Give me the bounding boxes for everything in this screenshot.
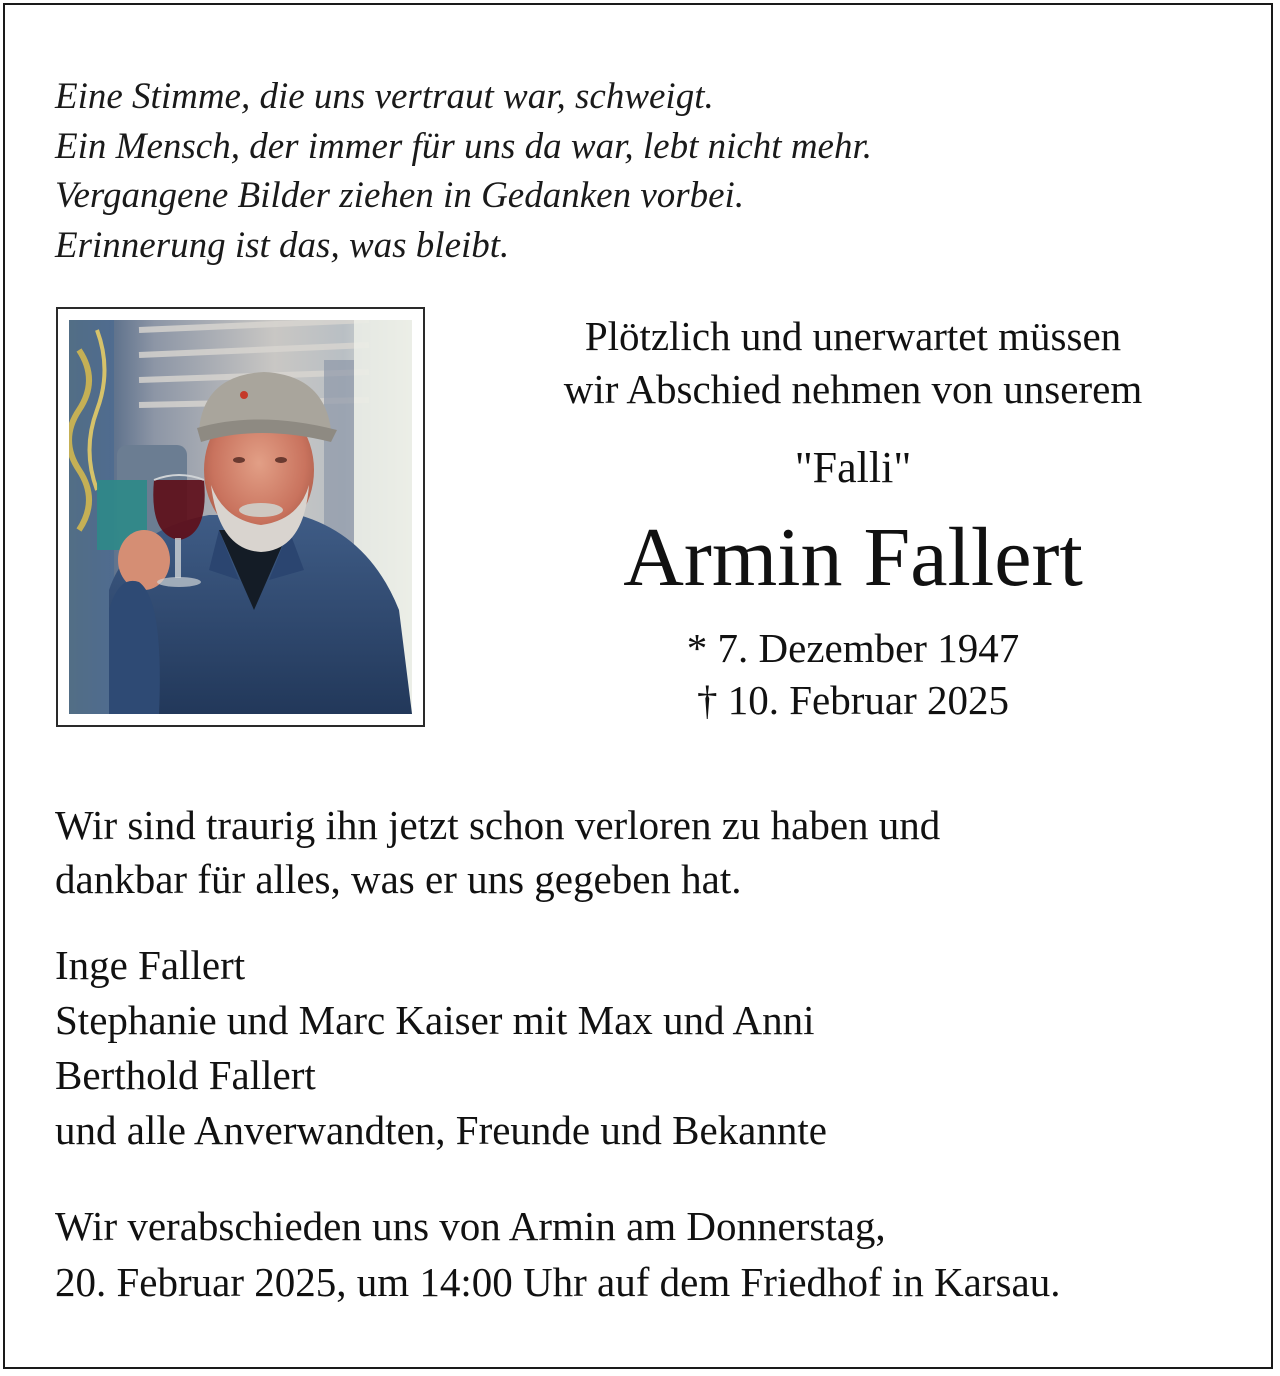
intro-line: Plötzlich und unerwartet müssen <box>584 313 1122 359</box>
mourner: und alle Anverwandten, Freunde und Bekannte <box>55 1107 827 1153</box>
mourner: Berthold Fallert <box>55 1052 316 1098</box>
mourner: Stephanie und Marc Kaiser mit Max und Anni <box>55 997 815 1043</box>
portrait-photo <box>69 320 412 714</box>
sentiment-line: Wir sind traurig ihn jetzt schon verloren zu haben und <box>55 802 941 848</box>
poem-line: Erinnerung ist das, was bleibt. <box>55 224 510 266</box>
sentiment-line: dankbar für alles, was er uns gegeben hat. <box>55 856 742 902</box>
farewell-line: 20. Februar 2025, um 14:00 Uhr auf dem Friedhof in Karsau. <box>55 1259 1061 1305</box>
portrait-frame <box>56 307 425 727</box>
poem-line: Eine Stimme, die uns vertraut war, schweigt. <box>55 76 714 117</box>
poem <box>55 72 872 270</box>
poem-line: Vergangene Bilder ziehen in Gedanken vorbei. <box>55 175 745 216</box>
deceased-name: Armin Fallert <box>623 511 1083 604</box>
sentiment-text <box>55 798 940 906</box>
intro-text <box>440 310 1266 416</box>
intro-line: wir Abschied nehmen von unserem <box>563 366 1143 412</box>
life-dates <box>440 622 1266 726</box>
birth-date: * 7. Dezember 1947 <box>686 625 1020 671</box>
death-date: † 10. Februar 2025 <box>696 677 1009 723</box>
farewell-text <box>55 1198 1060 1310</box>
mourner: Inge Fallert <box>55 942 246 988</box>
poem-line: Ein Mensch, der immer für uns da war, lebt nicht mehr. <box>55 125 873 167</box>
nickname: "Falli" <box>794 443 912 492</box>
farewell-line: Wir verabschieden uns von Armin am Donnerstag, <box>55 1203 886 1249</box>
mourners-list <box>55 938 827 1158</box>
